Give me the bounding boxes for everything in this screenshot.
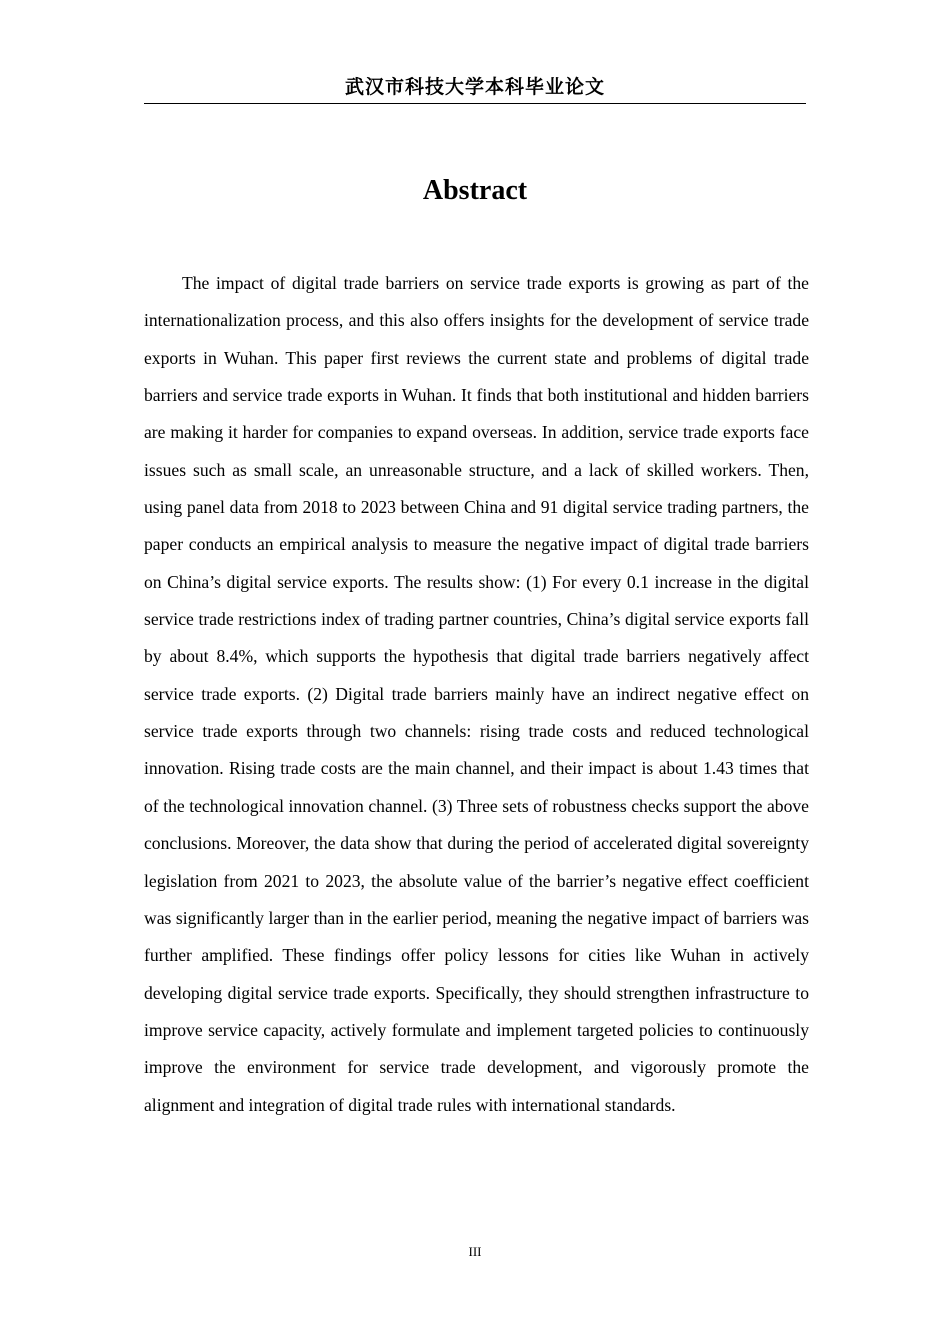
header-divider (144, 103, 806, 104)
page-title: Abstract (422, 175, 528, 206)
page-number: III (468, 1244, 482, 1259)
abstract-paragraph: The impact of digital trade barriers on service trade exports is growing as part of the internationalization process, and this also offers insights for the development of service trade exports in Wuhan. This paper first reviews the current state and problems of digital trade barriers and service trade exports in Wuhan. It finds that both institutional and hidden barriers are making it harder for companies to expand overseas. In addition, service trade exports face issues such as small scale, an unreasonable structure, and a lack of skilled workers. Then, using panel data from 2018 to 2023 between China and 91 digital service trading partners, the paper conducts an empirical analysis to measure the negative impact of digital trade barriers on China’s digital service exports. The results show: (1) For every 0.1 increase in the digital service trade restrictions index of trading partner countries, China’s digital service exports fall by about 8.4%, which supports the hypothesis that digital trade barriers negatively affect service trade exports. (2) Digital trade barriers mainly have an indirect negative effect on service trade exports through two channels: rising trade costs and reduced technological innovation. Rising trade costs are the main channel, and their impact is about 1.43 times that of the technological innovation channel. (3) Three sets of robustness checks support the above conclusions. Moreover, the data show that during the period of accelerated digital sovereignty legislation from 2021 to 2023, the absolute value of the barrier’s negative effect coefficient was significantly larger than in the earlier period, meaning the negative impact of barriers was further amplified. These findings offer policy lessons for cities like Wuhan in actively developing digital service trade exports. Specifically, they should strengthen infrastructure to improve service capacity, actively formulate and implement targeted policies to continuously improve the environment for service trade development, and vigorously promote the alignment and integration of digital trade rules with international standards. (144, 273, 809, 1115)
running-header: 武汉市科技大学本科毕业论文 (344, 76, 605, 98)
